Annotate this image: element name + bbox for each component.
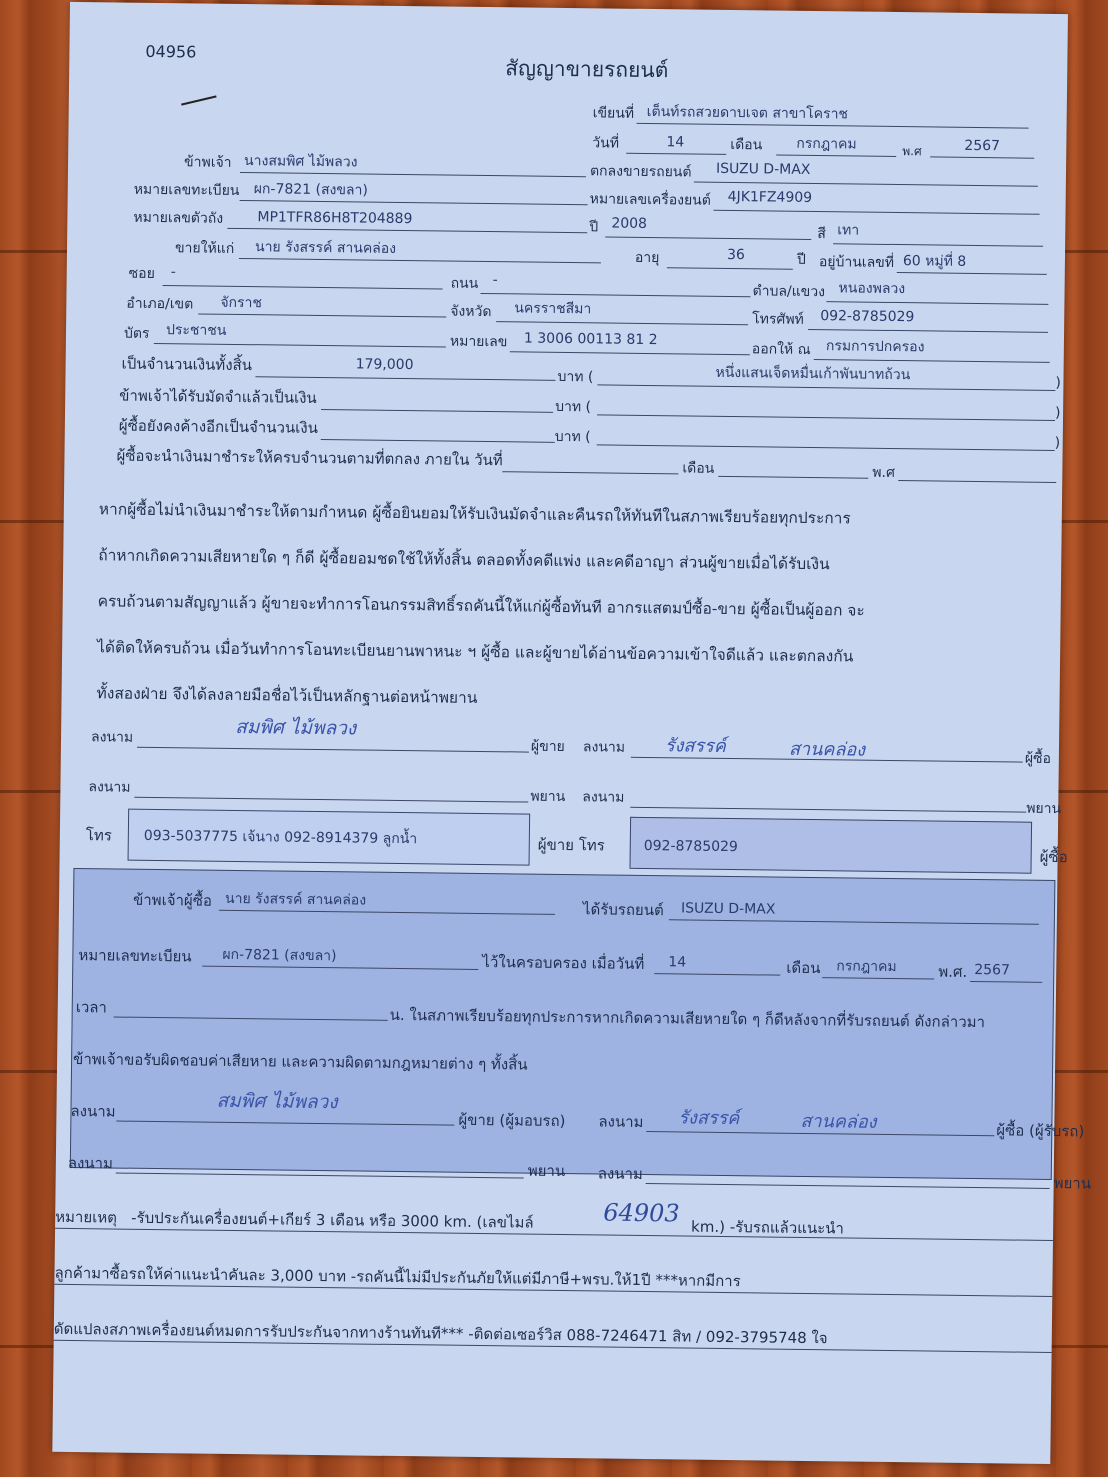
buyer-signature-first: รังสรรค์ — [664, 735, 726, 757]
buyer-age: 36 — [726, 246, 745, 264]
card-type: ประชาชน — [165, 322, 227, 339]
receipt-month: กรกฎาคม — [836, 958, 897, 976]
contract-month: กรกฎาคม — [796, 135, 857, 153]
receipt-year: 2567 — [974, 962, 1011, 979]
terms-line-1: หากผู้ซื้อไม่นำเงินมาชำระให้ตามกำหนด ผู้ซื้อยินยอมให้รับเงินมัดจำและคืนรถให้ทันทีในสภาพเรียบร้อยทุกประการ — [98, 500, 851, 528]
note-line-1: -รับประกันเครื่องยนต์+เกียร์ 3 เดือน หรือ 3000 km. (เลขไมล์ — [131, 1208, 534, 1232]
note-line-3: ดัดแปลงสภาพเครื่องยนต์หมดการรับประกันจากทางร้านทันที*** -ติดต่อเซอร์วิส 088-7246471 สิท / 092-3795748 ใจ — [53, 1319, 828, 1348]
terms-line-5: ทั้งสองฝ่าย จึงได้ลงลายมือชื่อไว้เป็นหลักฐานต่อหน้าพยาน — [96, 684, 478, 707]
receipt-day: 14 — [668, 954, 687, 971]
buyer-phone: 092-8785029 — [820, 308, 915, 326]
buyer-phone-boxed: 092-8785029 — [643, 837, 738, 856]
receipt-buyer-signature-last: สานคล่อง — [800, 1110, 877, 1133]
note-line-2: ลูกค้ามาซื้อรถให้ค่าแนะนำคันละ 3,000 บาท -รถคันนี้ไม่มีประกันภัยให้แต่มีภาษี+พรบ.ให้1ปี ***หากมีการ — [54, 1263, 741, 1291]
engine-number: 4JK1FZ4909 — [727, 188, 813, 206]
receipt-car: ISUZU D-MAX — [680, 900, 776, 918]
seller-name: นางสมพิศ ไม้พลวง — [244, 153, 358, 171]
receipt-buyer-signature-first: รังสรรค์ — [678, 1107, 740, 1130]
seller-signature: สมพิศ ไม้พลวง — [235, 715, 357, 740]
pen-mark — [181, 95, 216, 105]
receipt-seller-signature: สมพิศ ไม้พลวง — [216, 1089, 338, 1114]
plate-number: ผก-7821 (สงขลา) — [253, 181, 368, 199]
buyer-name: นาย รังสรรค์ สานคล่อง — [254, 239, 397, 257]
written-at: เต็นท์รถสวยดาบเจต สาขาโคราช — [646, 103, 849, 123]
mileage-handwritten: 64903 — [603, 1198, 680, 1228]
car-brand: ISUZU D-MAX — [715, 160, 811, 178]
contract-year: 2567 — [964, 137, 1001, 155]
terms-line-2: ถ้าหากเกิดความเสียหายใด ๆ ก็ดี ผู้ซื้อยอมชดใช้ให้ทั้งสิ้น ตลอดทั้งคดีแพ่ง และคดีอาญา ส่วนผู้ขายเมื่อได้รับเงิน — [98, 546, 830, 574]
province: นครราชสีมา — [514, 300, 592, 318]
receipt-buyer-name: นาย รังสรรค์ สานคล่อง — [224, 890, 367, 909]
issued-by: กรมการปกครอง — [825, 338, 925, 356]
terms-line-3: ครบถ้วนตามสัญญาแล้ว ผู้ขายจะทำการโอนกรรมสิทธิ์รถคันนี้ให้แก่ผู้ซื้อทันที อากรแสตมป์ซื้อ-ขาย ผู้ซื้อเป็นผู้ออก จะ — [97, 592, 865, 620]
district: จักราช — [220, 294, 263, 312]
buyer-signature-last: สานคล่อง — [788, 738, 866, 761]
document-title: สัญญาขายรถยนต์ — [505, 56, 669, 83]
contract-paper: 04956 สัญญาขายรถยนต์ เขียนที่ เต็นท์รถสวยดาบเจต สาขาโคราช วันที่ 14 เดือน กรกฎาคม พ.ศ 2567 ข้าพเจ้า นางสมพิศ ไม้พลวง ตกลงขายรถยนต์ ISUZU D-MAX หมายเลขทะเบียน ผก-7821 (สงขลา) หมายเลขเครื่องยนต์ 4JK1FZ4909 หมายเลขตัวถัง MP1TFR86H8T204889 ปี 2008 สี เทา ขายให้แก่ นาย รังสรรค์ สานคล่อง อายุ 36 ปี อยู่บ้านเลขที่ 60 หมู่ที่ 8 ซอย - ถนน - ตำบล/แขวง หนองพลวง อำเภอ/เขต จักราช จังหวัด นครราชสีมา โทรศัพท์ 092-8785029 บัตร ประชาชน หมายเลข 1 3006 00113 81 2 ออกให้ ณ กรมการปกครอง เป็นจำนวนเงินทั้งสิ้น 179,000 บาท ( หนึ่งแสนเจ็ดหมื่นเก้าพันบาทถ้วน ) ข้าพเจ้าได้รับมัดจำแล้วเป็นเงิน บาท ( ) ผู้ซื้อยังคงค้างอีกเป็นจำนวนเงิน บาท ( ) ผู้ซื้อจะนำเงินมาชำระให้ครบจำนวนตามที่ตกลง ภายใน วันที่ เดือน พ.ศ หากผู้ซื้อไม่นำเงินมาชำระให้ตามกำหนด ผู้ซื้อยินยอมให้รับเงินมัดจำและคืนรถให้ทันทีในสภาพเรียบร้อยทุกประการ ถ้าหากเกิดความเสียหายใด ๆ ก็ดี ผู้ซื้อยอมชดใช้ให้ทั้งสิ้น ตลอดทั้งคดีแพ่ง และคดีอาญา ส่วนผู้ขายเมื่อได้รับเงิน ครบถ้วนตามสัญญาแล้ว ผู้ขายจะทำการโอนกรรมสิทธิ์รถคันนี้ให้แก่ผู้ซื้อทันที อากรแสตมป์ซื้อ-ขาย ผู้ซื้อเป็นผู้ออก จะ ได้ติดให้ครบถ้วน เมื่อวันทำการโอนทะเบียนยานพาหนะ ฯ ผู้ซื้อ และผู้ขายได้อ่านข้อความเข้าใจดีแล้ว และตกลงกัน ทั้งสองฝ่าย จึงได้ลงลายมือชื่อไว้เป็นหลักฐานต่อหน้าพยาน ลงนาม สมพิศ ไม้พลวง ผู้ขาย ลงนาม รังสรรค์ สานคล่อง ผู้ซื้อ ลงนาม พยาน ลงนาม พยาน โทร 093-5037775 เจ้นาง 092-8914379 ลูกน้ำ ผู้ขาย โทร 092-8785029 ผู้ซื้อ ข้าพเจ้าผู้ซื้อ นาย รังสรรค์ สานคล่อง ได้รับรถยนต์ ISUZU D-MAX หมายเลขทะเบียน ผก-7821 (สงขลา) ไว้ในครอบครอง เมื่อวันที่ 14 เดือน กรกฎาคม พ.ศ. 2567 เวลา น. ในสภาพเรียบร้อยทุกประการหากเกิดความเสียหายใด ๆ ก็ดีหลังจากที่รับรถยนต์ ดังกล่าวมา ข้าพเจ้าขอรับผิดชอบค่าเสียหาย และความผิดตามกฎหมายต่าง ๆ ทั้งสิ้น ลงนาม สมพิศ ไม้พลวง ผู้ขาย (ผู้มอบรถ) ลงนาม รังสรรค์ สานคล่อง ผู้ซื้อ (ผู้รับรถ) ลงนาม พยาน ลงนาม พยาน หมายเหตุ -รับประกันเครื่องยนต์+เกียร์ 3 เดือน หรือ 3000 km. (เลขไมล์ 64903 km.) -รับรถแล้วแนะนำ ลูกค้ามาซื้อรถให้ค่าแนะนำคันละ 3,000 บาท -รถคันนี้ไม่มีประกันภัยให้แต่มีภาษี+พรบ.ให้1ปี ***หากมีการ ดัดแปลงสภาพเครื่องยนต์หมดการรับประกันจากทางร้านทันที*** -ติดต่อเซอร์วิส 088-7246471 สิท / 092-3795748 ใจ — [52, 2, 1068, 1464]
terms-line-4: ได้ติดให้ครบถ้วน เมื่อวันทำการโอนทะเบียนยานพาหนะ ฯ ผู้ซื้อ และผู้ขายได้อ่านข้อความเข้าใจดีแล้ว และตกลงกัน — [97, 638, 854, 666]
total-amount: 179,000 — [355, 356, 414, 374]
contract-day: 14 — [666, 134, 685, 151]
subdistrict: หนองพลวง — [838, 280, 906, 298]
receipt-condition-text: น. ในสภาพเรียบร้อยทุกประการหากเกิดความเสียหายใด ๆ ก็ดีหลังจากที่รับรถยนต์ ดังกล่าวมา — [389, 1005, 986, 1032]
total-amount-words: หนึ่งแสนเจ็ดหมื่นเก้าพันบาทถ้วน — [715, 364, 911, 384]
card-number: 1 3006 00113 81 2 — [523, 330, 658, 349]
car-color: เทา — [837, 222, 860, 239]
seller-phones: 093-5037775 เจ้นาง 092-8914379 ลูกน้ำ — [143, 827, 418, 848]
chassis-number: MP1TFR86H8T204889 — [257, 209, 413, 228]
document-number: 04956 — [145, 41, 197, 62]
house-number: 60 หมู่ที่ 8 — [902, 253, 967, 270]
receipt-plate: ผก-7821 (สงขลา) — [222, 946, 337, 965]
receipt-liability-text: ข้าพเจ้าขอรับผิดชอบค่าเสียหาย และความผิดตามกฎหมายต่าง ๆ ทั้งสิ้น — [73, 1050, 528, 1074]
model-year: 2008 — [611, 215, 648, 232]
